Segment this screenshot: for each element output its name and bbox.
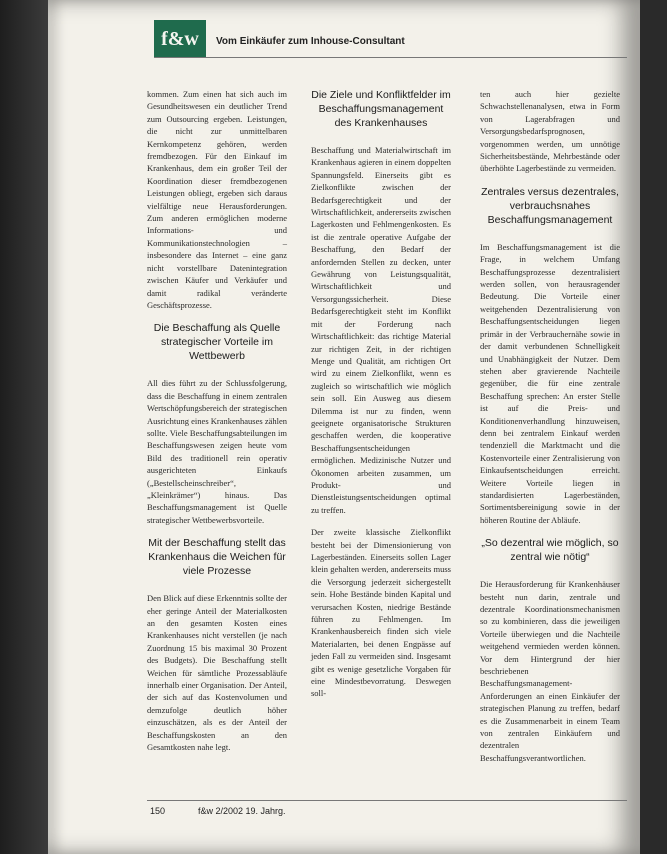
column-2	[311, 88, 451, 710]
binding-gutter	[0, 0, 48, 854]
subheading: Mit der Beschaffung stellt das Krankenhaus die Weichen für viele Prozesse	[148, 537, 286, 578]
column-3	[480, 88, 620, 774]
column-1	[147, 88, 287, 763]
paragraph: Beschaffung und Materialwirtschaft im Krankenhaus agieren in einem doppelten Spannungsfeld. Einerseits gibt es Zielkonflikte zwischen der Bedarfsgerechtigkeit und der Wirtschaftlichkeit, andererseits zwischen Lagerkosten und Fehlmengenkosten. Es ist die zentrale operative Aufgabe der Beschaffung, den Bedarf der anfordernden Stellen zu decken, unter Gewährung von Leistungsqualität, Wirtschaftlichkeit und Versorgungssicherheit. Diese Bedarfsgerechtigkeit steht im Konflikt mit der Forderung nach Wirtschaftlichkeit: das richtige Material zur richtigen Zeit, in der richtigen Menge und Qualität, am richtigen Ort wird zu einem Zielkonflikt, wenn es zugleich so wirtschaftlich wie möglich sein soll. Ein Ausweg aus diesem Dilemma ist nur zu finden, wenn geeignete organisatorische Strukturen geschaffen werden, die kooperative Beschaffungsentscheidungen ermöglichen. Medizinische Nutzer und Ökonomen arbeiten zusammen, um Produkt- und Dienstleistungsentscheidungen optimal zu treffen.	[311, 145, 451, 515]
paragraph: Den Blick auf diese Erkenntnis sollte der eher geringe Anteil der Materialkosten an den gesamten Kosten eines Krankenhauses nicht verstellen (je nach Zuordnung 15 bis maximal 30 Prozent des Budgets). Die Beschaffung stellt Weichen für sämtliche Prozessabläufe innerhalb einer Organisation. Der Anteil, der sich auf das Kostenvolumen und demzufolge deutlich höher einzuschätzen, als es der Anteil der Beschaffungskosten an den Gesamtkosten nahe legt.	[147, 593, 287, 753]
journal-issue: f&w 2/2002 19. Jahrg.	[198, 806, 286, 816]
footer-rule	[147, 800, 627, 801]
page-number: 150	[150, 806, 166, 816]
pull-quote: „So dezentral wie möglich, so zentral wie nötig“	[481, 537, 619, 564]
subheading: Die Ziele und Konfliktfelder im Beschaffungsmanagement des Krankenhauses	[311, 89, 451, 129]
paragraph: Im Beschaffungsmanagement ist die Frage, in welchem Umfang Beschaffungsprozesse dezentralisiert werden sollen, von herausragender Bedeutung. Die Vorteile einer weitgehenden Dezentralisierung von Beschaffungsentscheidungen liegen primär in der Verbrauchernähe sowie in der damit verbundenen Schnelligkeit und Unabhängigkeit der Nutzer. Dem stehen aber gravierende Nachteile gegenüber, die für eine zentrale Beschaffung sprechen: An erster Stelle ist auf die Preis- und Konditionenverhandlung hinzuweisen, denn bei zentralem Einkauf werden tendenziell die Marktmacht und die Kostenvorteile einer Zentralisierung von Einkaufsentscheidungen erreicht. Weitere Vorteile liegen in standardisierten Lagerbeständen, Sortimentsbereinigung sowie in der höheren Routine der Abläufe.	[480, 241, 620, 525]
paragraph: ten auch hier gezielte Schwachstellenanalysen, etwa in Form von Lagerabfragen und Versorgungsbedarfsprognosen, vorgenommen werden, um unnötige Sicherheitsbestände, Mehrbestände oder überhöhte Lagerbestände zu vermeiden.	[480, 89, 620, 174]
header-rule	[154, 57, 627, 58]
paragraph: kommen. Zum einen hat sich auch im Gesundheitswesen ein deutlicher Trend zum Outsourcing ergeben. Leistungen, die nicht zur unmittelbaren Kernkompetenz gehören, werden fremdbezogen. Für den Einkauf im Krankenhaus, dem ein großer Teil der Koordination dieser fremdbezogenen Leistungen obliegt, ergeben sich daraus vielfältige neue Herausforderungen. Zum anderen ermöglichen moderne Informations- und Kommunikationstechnologien – insbesondere das Internet – eine ganz nicht vorstellbare Datenintegration zwischen Käufer und Verkäufer und damit radikal veränderte Geschäftsprozesse.	[147, 89, 287, 310]
subheading: Die Beschaffung als Quelle strategischer Vorteile im Wettbewerb	[153, 322, 281, 363]
paragraph: Der zweite klassische Zielkonflikt besteht bei der Dimensionierung von Lagerbeständen. Einerseits sollen Lager klein gehalten werden, andererseits muss die Versorgung jederzeit sichergestellt sein. Hohe Bestände binden Kapital und verursachen Kosten, niedrige Bestände führen zu Fehlmengen. Im Krankenhausbereich finden sich viele Materialarten, bei denen Engpässe auf jeden Fall zu vermeiden sind. Insgesamt gibt es wenige gesetzliche Vorgaben für eine Mindestbevorratung. Deswegen soll-	[311, 527, 451, 699]
paragraph: All dies führt zu der Schlussfolgerung, dass die Beschaffung in einem zentralen Wertschöpfungsbereich der strategischen Ausrichtung eines Krankenhauses zählen sollte. Viele Beschaffungsabteilungen im Beschaffungswesen zeigen heute vom Bild des traditionell rein operativ ausgerichteten Einkaufs („Bestellscheinschreiber“, „Kleinkrämer“) hinaus. Das Beschaffungsmanagement ist Quelle strategischer Wettbewerbsvorteile.	[147, 378, 287, 525]
subheading: Zentrales versus dezentrales, verbrauchsnahes Beschaffungsmanagement	[481, 185, 619, 226]
section-header-title: Vom Einkäufer zum Inhouse-Consultant	[216, 36, 405, 47]
journal-logo: f&w	[154, 20, 206, 58]
paragraph: Die Herausforderung für Krankenhäuser besteht nun darin, zentrale und dezentrale Koordinationsmechanismen so zu kombinieren, dass die jeweiligen Vorteile überwiegen und die Nachteile weitgehend vermieden werden können. Vor dem Hintergrund der hier beschriebenen Beschaffungsmanagement-Anforderungen an einen Einkäufer der strategischen Planung zu treffen, bedarf es die Zusammenarbeit in einem Team von zentralen Einkäufern und dezentralen Beschaffungsverantwortlichen.	[480, 579, 620, 763]
